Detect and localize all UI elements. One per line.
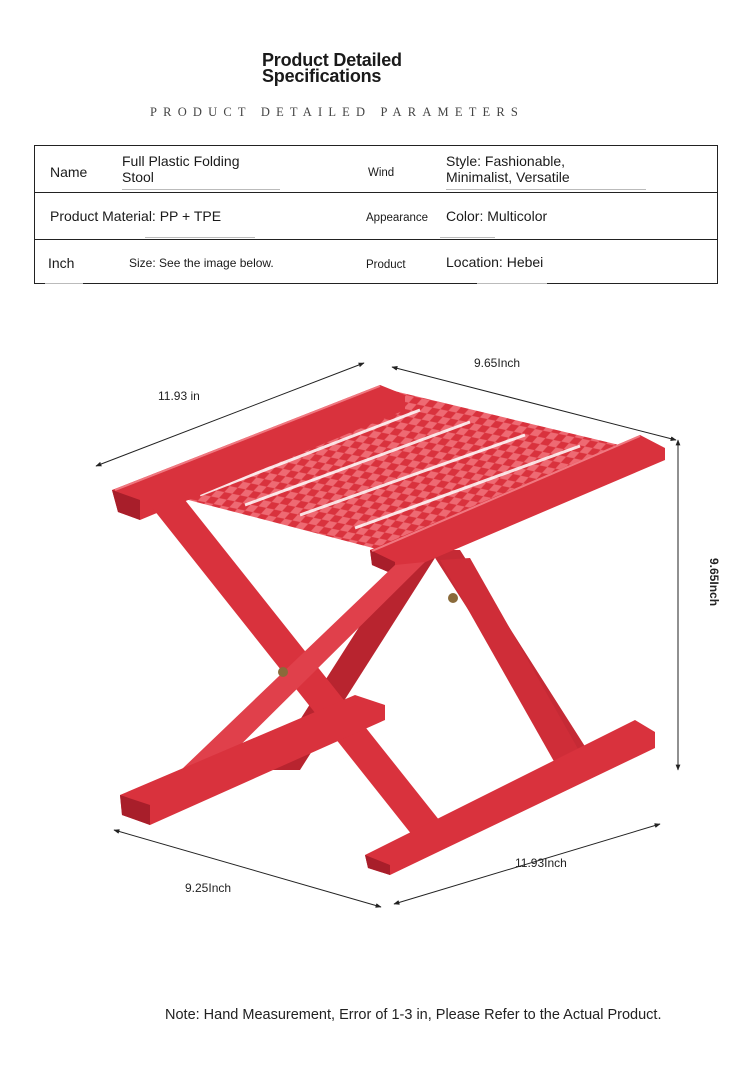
title-line-1: Product Detailed (262, 50, 402, 70)
spec-row-size (35, 239, 717, 286)
dim-label-top-left: 11.93 in (158, 389, 200, 403)
dim-label-bottom-left: 9.25Inch (185, 881, 232, 895)
page-title (262, 52, 522, 84)
underline (45, 283, 83, 284)
spec-table (34, 145, 718, 284)
page-subtitle: PRODUCT DETAILED PARAMETERS (150, 105, 525, 119)
underline (440, 237, 495, 238)
spec-row-name (35, 146, 717, 192)
spec-row-material (35, 192, 717, 239)
style-value-line-1: Style: Fashionable, (446, 153, 566, 169)
dim-label-bottom-right: 11.93Inch (515, 856, 567, 870)
location-value: Location: Hebei (446, 254, 544, 270)
underline (477, 283, 547, 284)
wind-label: Wind (368, 167, 395, 179)
appearance-label: Appearance (366, 212, 429, 224)
underline (145, 237, 255, 238)
dim-label-top-right: 9.65Inch (474, 356, 521, 370)
name-value (122, 153, 240, 185)
style-value-line-2: Minimalist, Versatile (446, 169, 570, 185)
name-value-line-1: Full Plastic Folding (122, 153, 240, 169)
name-value-line-2: Stool (122, 169, 154, 185)
color-value: Color: Multicolor (446, 208, 548, 224)
dimension-arrow-bottom-left (114, 830, 381, 907)
inch-label: Inch (48, 255, 75, 271)
dim-label-right: 9.65Inch (707, 558, 721, 607)
material-value: Product Material: PP + TPE (50, 208, 222, 224)
underline (122, 189, 280, 190)
title-line-2: Specifications (262, 66, 382, 86)
style-value (446, 153, 570, 185)
stool-image (112, 385, 665, 875)
stool-photo (0, 300, 750, 940)
name-label: Name (50, 164, 88, 180)
product-label: Product (366, 259, 406, 271)
size-value: Size: See the image below. (129, 256, 274, 270)
underline (446, 189, 646, 190)
measurement-note: Note: Hand Measurement, Error of 1-3 in, Please Refer to the Actual Product. (165, 1007, 662, 1023)
